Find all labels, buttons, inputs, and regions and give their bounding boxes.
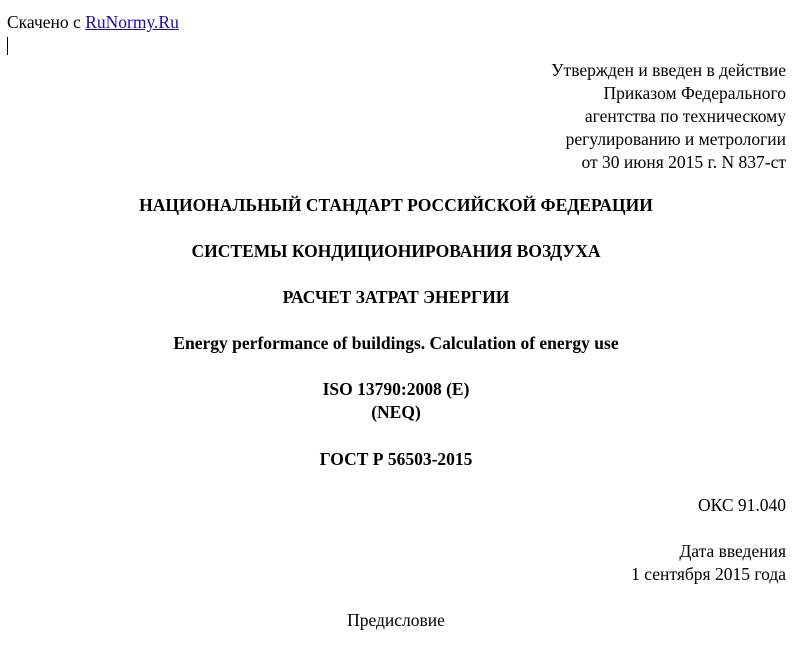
gost-number: ГОСТ Р 56503-2015: [319, 449, 473, 469]
oks-code: ОКС 91.040: [697, 495, 786, 515]
calculation-title: РАСЧЕТ ЗАТРАТ ЭНЕРГИИ: [282, 287, 510, 307]
neq-label: (NEQ): [371, 402, 421, 422]
approval-line: Приказом Федерального: [603, 83, 786, 103]
systems-title: СИСТЕМЫ КОНДИЦИОНИРОВАНИЯ ВОЗДУХА: [191, 241, 601, 261]
iso-reference: ISO 13790:2008 (E): [322, 379, 470, 399]
approval-block: [551, 59, 786, 174]
approval-line: Утвержден и введен в действие: [551, 60, 786, 80]
national-standard-title: НАЦИОНАЛЬНЫЙ СТАНДАРТ РОССИЙСКОЙ ФЕДЕРАЦИИ: [139, 195, 653, 215]
english-title: Energy performance of buildings. Calculation of energy use: [173, 333, 619, 353]
text-cursor: [7, 37, 8, 55]
approval-line: агентства по техническому: [584, 106, 786, 126]
source-line: [7, 12, 179, 32]
source-prefix: Скачено с: [7, 12, 86, 32]
source-link[interactable]: RuNormy.Ru: [85, 12, 179, 32]
introduction-label: Дата введения: [679, 541, 786, 561]
approval-line: от 30 июня 2015 г. N 837-ст: [581, 152, 786, 172]
introduction-date: 1 сентября 2015 года: [631, 564, 786, 584]
foreword-heading: Предисловие: [347, 610, 445, 630]
approval-line: регулированию и метрологии: [565, 129, 786, 149]
